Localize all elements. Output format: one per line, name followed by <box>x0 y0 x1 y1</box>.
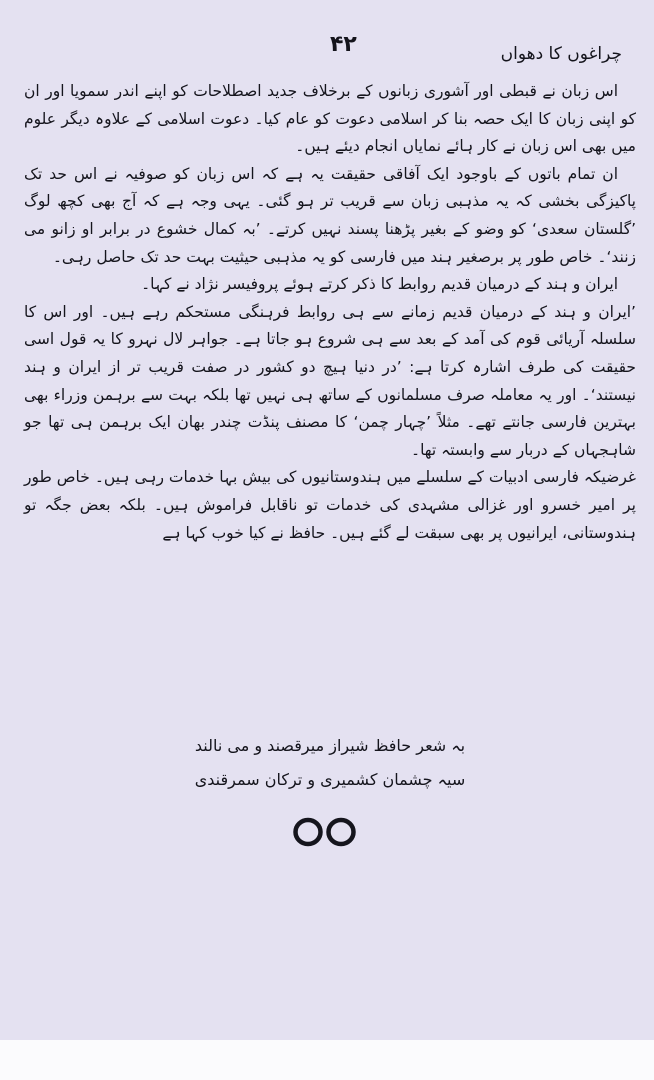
page-header <box>30 30 624 70</box>
paragraph-sufi-sanctity: ان تمام باتوں کے باوجود ایک آفاقی حقیقت یہ ہے کہ اس زبان کو صوفیہ نے اس حد تک پاکیزگی بخشی کہ یہ مذہبی زبان سے قریب تر ہو گئی۔ یہی وجہ ہے کہ آج بھی کچھ لوگ ’گلستان سعدی‘ کو وضو کے بغیر پڑھنا پسند نہیں کرتے۔ ’بہ کمال خشوع در برابر او زانو می زنند‘۔ خاص طور پر برصغیر ہند میں فارسی کو یہ مذہبی حیثیت بہت حد تک حاصل رہی۔ <box>24 164 636 266</box>
verse-line-1: بہ شعر حافظ شیراز میرقصند و می نالند <box>194 736 466 755</box>
page-bottom-margin <box>0 1040 654 1080</box>
page-number: ۴۲ <box>330 32 357 57</box>
paragraph-language-influence: اس زبان نے قبطی اور آشوری زبانوں کے برخلاف جدید اصطلاحات کو اپنے اندر سمویا اور ان کو اپنی زبان کا ایک حصہ بنا کر اسلامی دعوت کو عام کیا۔ دعوت اسلامی کے علاوہ دیگر علوم میں بھی اس زبان نے کار ہائے نمایاں انجام دیئے ہیں۔ <box>24 82 636 156</box>
running-title: چراغوں کا دھواں <box>500 44 622 64</box>
end-ornament-icon <box>291 812 359 852</box>
verse-line-2: سیہ چشمان کشمیری و ترکان سمرقندی <box>194 770 466 789</box>
paragraph-contributions: غرضیکہ فارسی ادبیات کے سلسلے میں ہندوستانیوں کی بیش بہا خدمات رہی ہیں۔ خاص طور پر امیر خسرو اور غزالی مشہدی کی خدمات تو ناقابل فراموش ہیں۔ بلکہ بعض جگہ تو ہندوستانی، ایرانیوں پر بھی سبقت لے گئے ہیں۔ حافظ نے کیا خوب کہا ہے <box>24 468 636 542</box>
paragraph-quotation: ’ایران و ہند کے درمیان قدیم زمانے سے ہی روابط فرہنگی مستحکم رہے ہیں۔ اور اس کا سلسلہ آریائی قوم کی آمد کے بعد سے ہی شروع ہو جاتا ہے۔ جواہر لال نہرو کا یہ قول اسی حقیقت کی طرف اشارہ کرتا ہے: ’در دنیا ہیچ دو کشور در صفت قریب تر از ایران و ہند نیستند‘۔ اور یہ معاملہ صرف مسلمانوں کے ساتھ ہی نہیں تھا بلکہ بہت سے برہمن وزراء بھی بہترین فارسی جانتے تھے۔ مثلاً ’چہار چمن‘ کا مصنف پنڈت چندر بھان ایک برہمن ہی تھا جو شاہجہاں کے دربار سے وابستہ تھا۔ <box>24 302 636 459</box>
paragraph-professor-intro: ایران و ہند کے درمیان قدیم روابط کا ذکر کرتے ہوئے پروفیسر نژاد نے کہا۔ <box>141 275 618 294</box>
body-text <box>24 78 636 547</box>
